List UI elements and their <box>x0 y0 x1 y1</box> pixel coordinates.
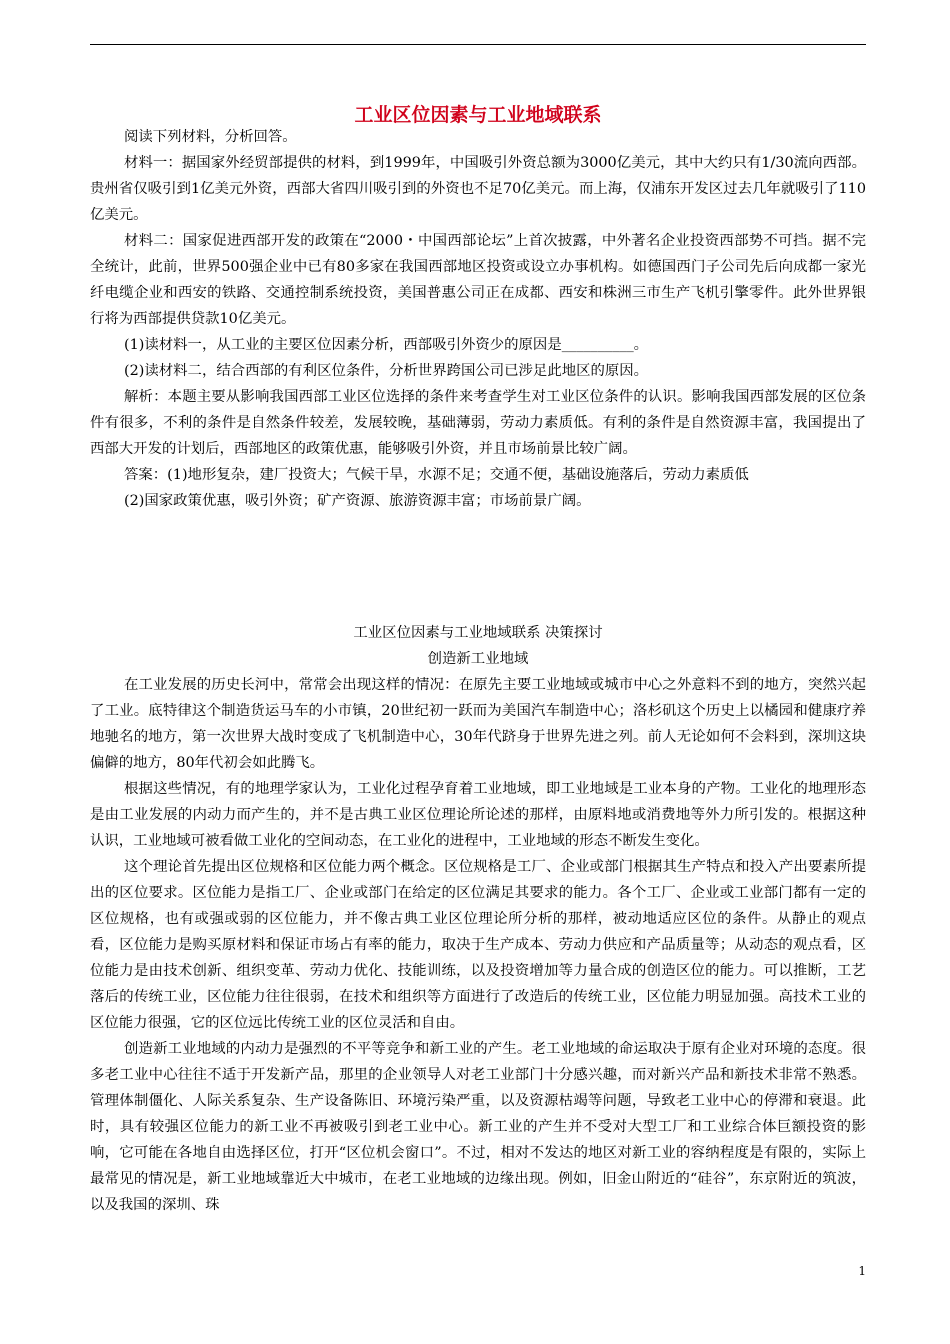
question-one: (1)读材料一，从工业的主要区位因素分析，西部吸引外资少的原因是__________。 <box>124 337 649 353</box>
body-paragraph: 这个理论首先提出区位规格和区位能力两个概念。区位规格是工厂、企业或部门根据其生产特点和投入产出要素所提出的区位要求。区位能力是指工厂、企业或部门在给定的区位满足其要求的能力。各个工厂、企业或工业部门都有一定的区位规格，也有或强或弱的区位能力，并不像古典工业区位理论所分析的那样，被动地适应区位的条件。从静止的观点看，区位能力是购买原材料和保证市场占有率的能力，取决于生产成本、劳动力供应和产品质量等；从动态的观点看，区位能力是由技术创新、组织变革、劳动力优化、技能训练，以及投资增加等力量合成的创造区位的能力。可以推断，工艺落后的传统工业，区位能力往往很弱，在技术和组织等方面进行了改造后的传统工业，区位能力明显加强。高技术工业的区位能力很强，它的区位远比传统工业的区位灵活和自由。 <box>90 859 866 1031</box>
header-rule <box>90 44 866 45</box>
material-two-paragraph: 材料二：国家促进西部开发的政策在“2000・中国西部论坛”上首次披露，中外著名企业投资西部势不可挡。据不完全统计，此前，世界500强企业中已有80多家在我国西部地区投资或设立办事机构。如德国西门子公司先后向成都一家光纤电缆企业和西安的铁路、交通控制系统投资，美国普惠公司正在成都、西安和株洲三市生产飞机引擎零件。此外世界银行将为西部提供贷款10亿美元。 <box>90 233 866 327</box>
reading-section <box>90 620 866 1218</box>
material-one-paragraph: 材料一：据国家外经贸部提供的材料，到1999年，中国吸引外资总额为3000亿美元，其中大约只有1/30流向西部。贵州省仅吸引到1亿美元外资，西部大省四川吸引到的外资也不足70亿美元。而上海，仅浦东开发区过去几年就吸引了110亿美元。 <box>90 155 866 223</box>
page-number: 1 <box>858 1264 866 1278</box>
body-paragraph: 根据这些情况，有的地理学家认为，工业化过程孕育着工业地域，即工业地域是工业本身的产物。工业化的地理形态是由工业发展的内动力而产生的，并不是古典工业区位理论所论述的那样，由原料地或消费地等外力所引发的。根据这种认识，工业地域可被看做工业化的空间动态，在工业化的进程中，工业地域的形态不断发生变化。 <box>90 781 866 849</box>
body-paragraph: 创造新工业地域的内动力是强烈的不平等竞争和新工业的产生。老工业地域的命运取决于原有企业对环境的态度。很多老工业中心往往不适于开发新产品，那里的企业领导人对老工业部门十分感兴趣，而对新兴产品和新技术非常不熟悉。管理体制僵化、人际关系复杂、生产设备陈旧、环境污染严重，以及资源枯竭等问题，导致老工业中心的停滞和衰退。此时，具有较强区位能力的新工业不再被吸引到老工业中心。新工业的产生并不受对大型工厂和工业综合体巨额投资的影响，它可能在各地自由选择区位，打开“区位机会窗口”。不过，相对不发达的地区对新工业的容纳程度是有限的，实际上最常见的情况是，新工业地域靠近大中城市，在老工业地域的边缘出现。例如，旧金山附近的“硅谷”，东京附近的筑波，以及我国的深圳、珠 <box>90 1041 866 1213</box>
answer-paragraph: 答案：(1)地形复杂，建厂投资大；气候干旱，水源不足；交通不便，基础设施落后，劳动力素质低 <box>124 467 749 483</box>
analysis-paragraph: 解析：本题主要从影响我国西部工业区位选择的条件来考查学生对工业区位条件的认识。影响我国西部发展的区位条件有很多，不利的条件是自然条件较差，发展较晚，基础薄弱，劳动力素质低。有利的条件是自然资源丰富，我国提出了西部大开发的计划后，西部地区的政策优惠，能够吸引外资，并且市场前景比较广阔。 <box>90 389 866 457</box>
answer-part-two: (2)国家政策优惠，吸引外资；矿产资源、旅游资源丰富；市场前景广阔。 <box>124 493 591 509</box>
document-title: 工业区位因素与工业地域联系 <box>354 104 602 126</box>
section-subheading: 创造新工业地域 <box>427 651 529 667</box>
exercise-section <box>90 124 866 514</box>
body-paragraph: 在工业发展的历史长河中，常常会出现这样的情况：在原先主要工业地域或城市中心之外意料不到的地方，突然兴起了工业。底特律这个制造货运马车的小市镇，20世纪初一跃而为美国汽车制造中心；洛杉矶这个历史上以橘园和健康疗养地驰名的地方，第一次世界大战时变成了飞机制造中心，30年代跻身于世界先进之列。前人无论如何不会料到，深圳这块偏僻的地方，80年代初会如此腾飞。 <box>90 677 866 771</box>
section-heading: 工业区位因素与工业地域联系 决策探讨 <box>353 625 603 641</box>
instruction-paragraph: 阅读下列材料，分析回答。 <box>124 129 297 145</box>
question-two: (2)读材料二，结合西部的有利区位条件，分析世界跨国公司已涉足此地区的原因。 <box>124 363 649 379</box>
